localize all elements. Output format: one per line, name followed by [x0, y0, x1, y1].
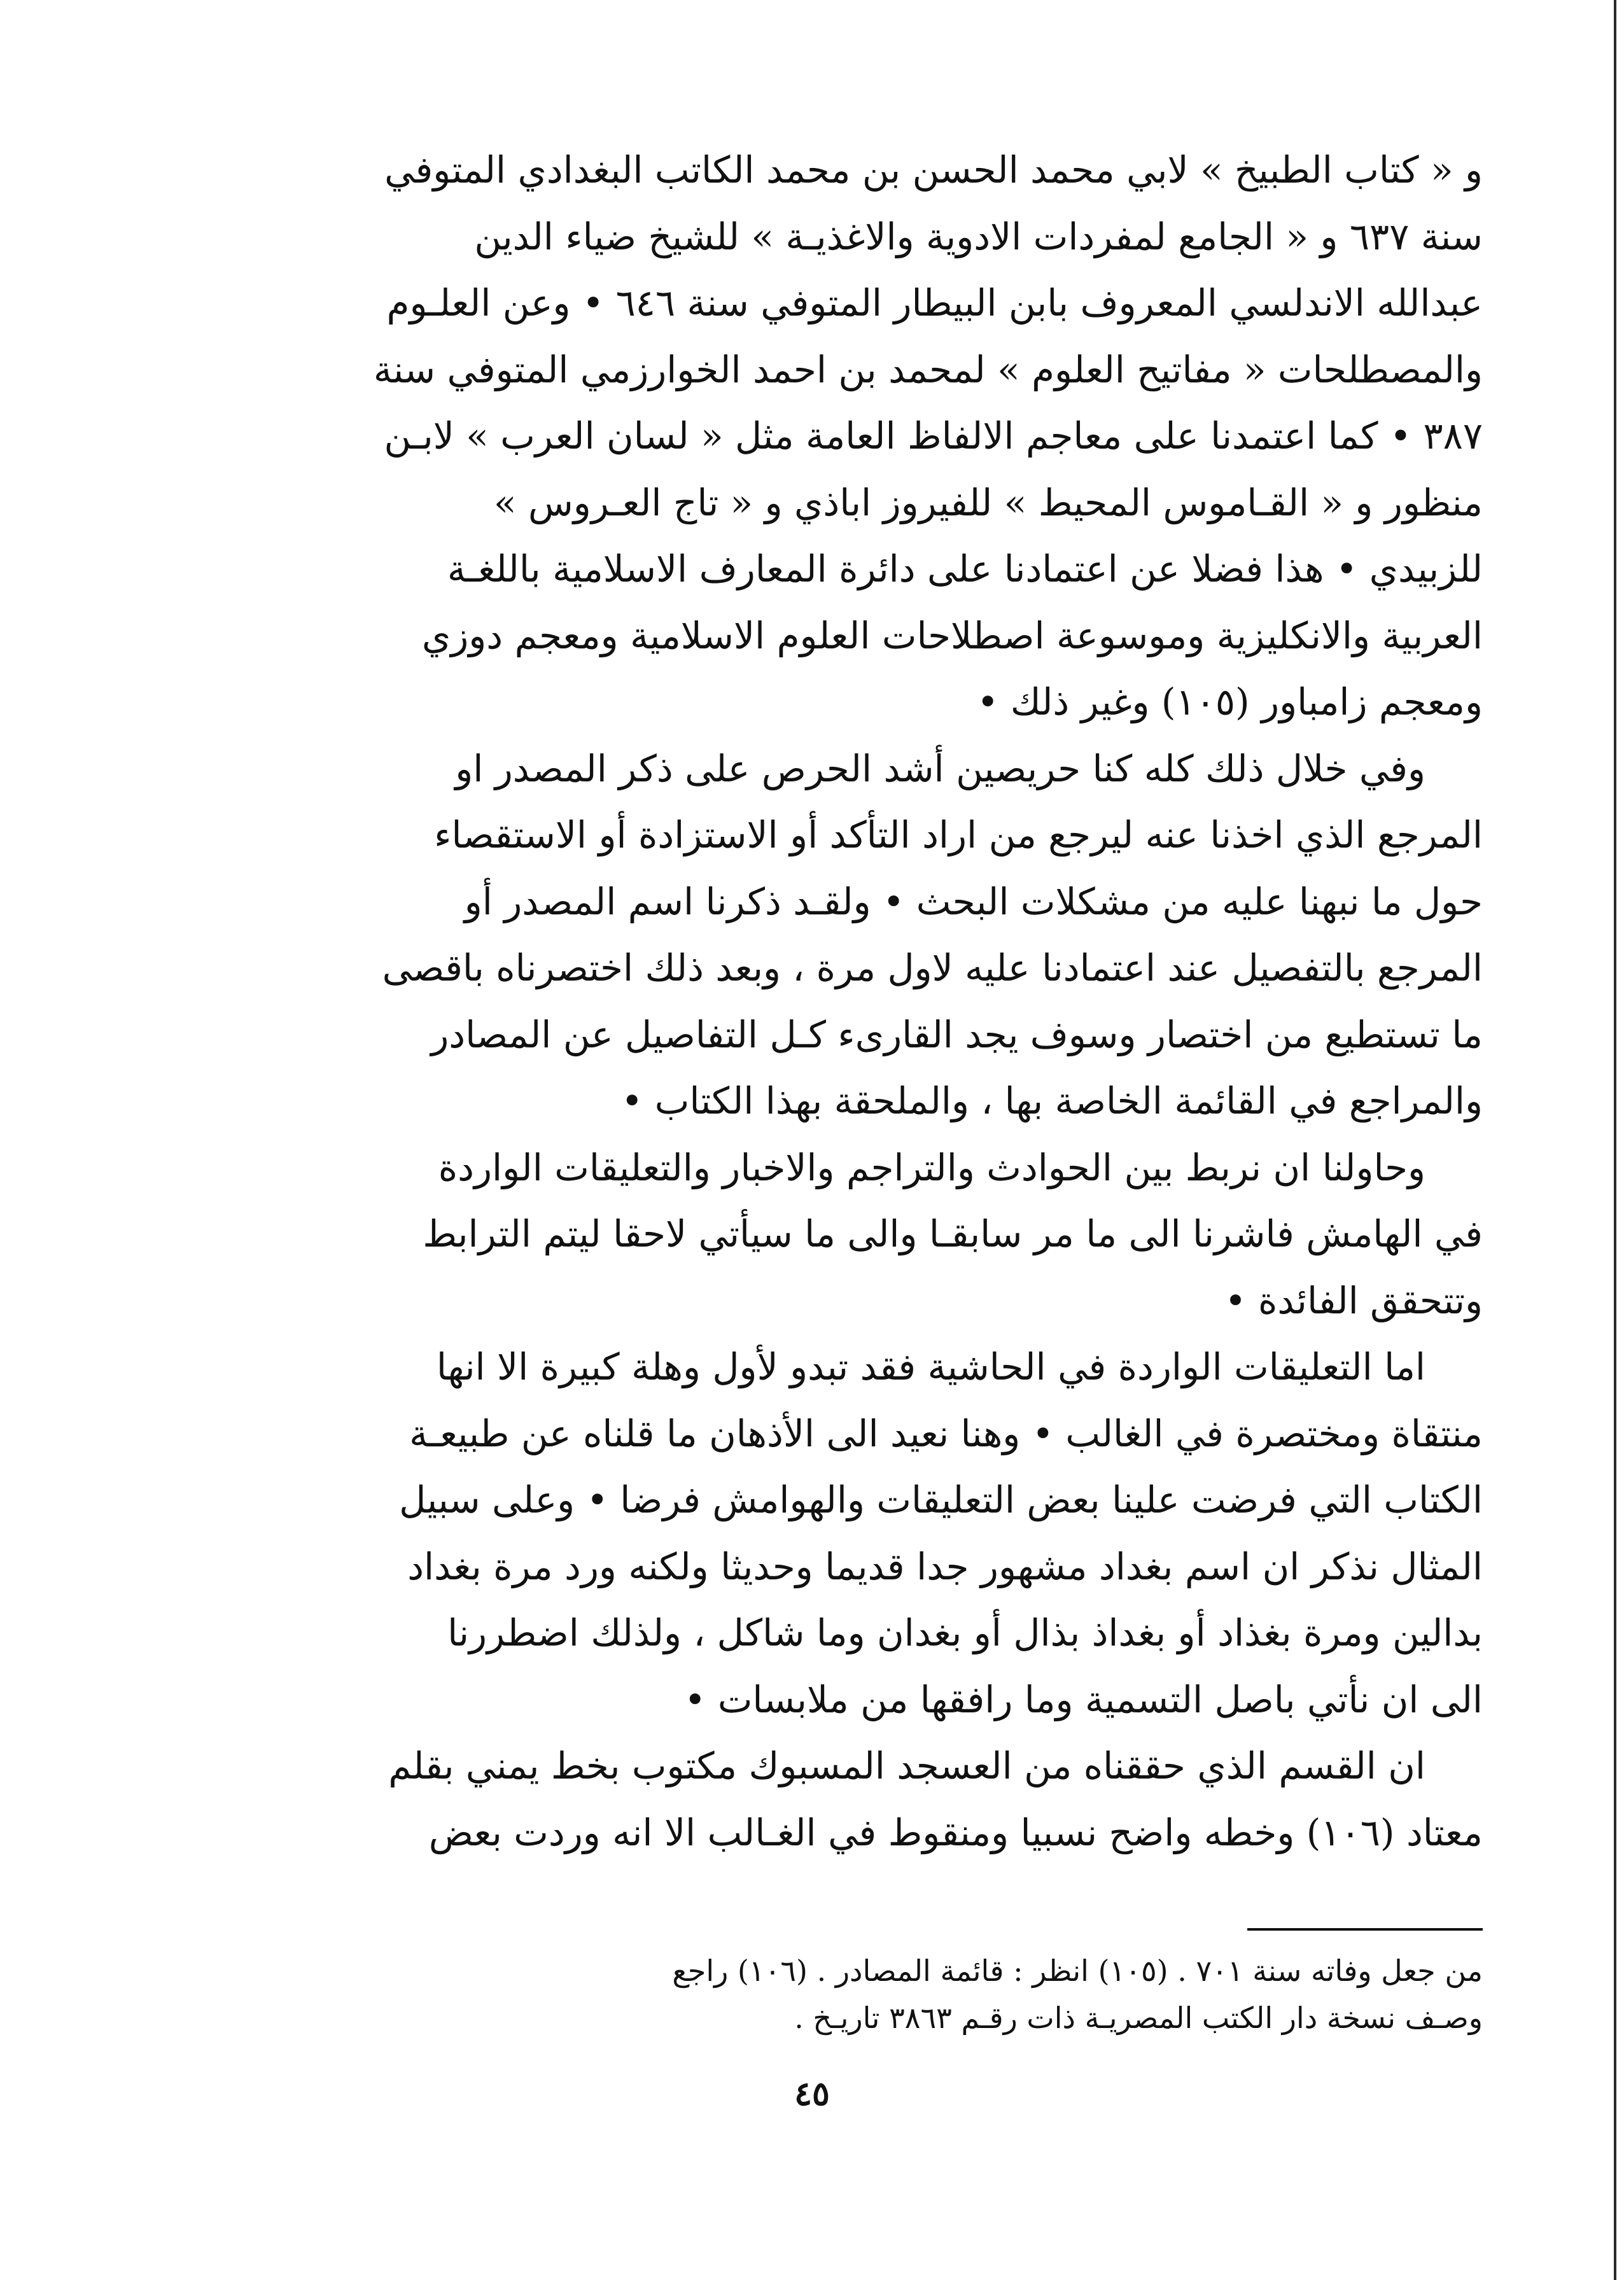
- text-line: منتقاة ومختصرة في الغالب • وهنا نعيد الى الأذهان ما قلناه عن طبيعـة: [409, 1411, 1483, 1455]
- footnote-line: وصـف نسخة دار الكتب المصريـة ذات رقـم ٣٨٦٣ تاريـخ .: [794, 2001, 1483, 2035]
- text-line: في الهامش فاشرنا الى ما مر سابقـا والى ما سيأتي لاحقا ليتم الترابط: [423, 1212, 1483, 1255]
- text-line: الكتاب التي فرضت علينا بعض التعليقات والهوامش فرضا • وعلى سبيل: [399, 1478, 1483, 1521]
- text-line: حول ما نبهنا عليه من مشكلات البحث • ولقـد ذكرنا اسم المصدر أو: [464, 879, 1483, 923]
- text-line: ٣٨٧ • كما اعتمدنا على معاجم الالفاظ العامة مثل « لسان العرب » لابـن: [384, 414, 1483, 458]
- paragraph-start-line: وحاولنا ان نربط بين الحوادث والتراجم والاخبار والتعليقات الواردة: [438, 1145, 1425, 1189]
- footnotes: [318, 1947, 1483, 2041]
- text-line: منظور و « القـاموس المحيط » للفيروز اباذي و « تاج العـروس »: [494, 480, 1483, 524]
- text-line: والمراجع في القائمة الخاصة بها ، والملحقة بهذا الكتاب •: [621, 1079, 1483, 1123]
- text-line: سنة ٦٣٧ و « الجامع لمفردات الادوية والاغذيـة » للشيخ ضياء الدين: [474, 214, 1483, 258]
- footnote-line: من جعل وفاته سنة ٧٠١ . (١٠٥) انظر : قائمة المصادر . (١٠٦) راجع: [672, 1954, 1483, 1988]
- body-text: [318, 137, 1483, 1866]
- paragraph-start-line: وفي خلال ذلك كله كنا حريصين أشد الحرص على ذكر المصدر او: [455, 746, 1425, 790]
- text-line: ومعجم زامباور (١٠٥) وغير ذلك •: [977, 680, 1483, 724]
- text-line: العربية والانكليزية وموسوعة اصطلاحات العلوم الاسلامية ومعجم دوزي: [421, 613, 1483, 657]
- paragraph-start-line: ان القسم الذي حققناه من العسجد المسبوك مكتوب بخط يمني بقلم: [388, 1744, 1425, 1787]
- text-line: وتتحقق الفائدة •: [1224, 1278, 1483, 1322]
- text-line: المثال نذكر ان اسم بغداد مشهور جدا قديما وحديثا ولكنه ورد مرة بغداد: [407, 1544, 1483, 1588]
- text-line: معتاد (١٠٦) وخطه واضح نسبيا ومنقوط في الغـالب الا انه وردت بعض: [428, 1810, 1483, 1854]
- page-number: ٤٥: [794, 2074, 830, 2113]
- footnote-separator: [1247, 1928, 1483, 1931]
- paragraph-start-line: اما التعليقات الواردة في الحاشية فقد تبدو لأول وهلة كبيرة الا انها: [436, 1345, 1425, 1388]
- text-line: و « كتاب الطبيخ » لابي محمد الحسن بن محمد الكاتب البغدادي المتوفي: [384, 148, 1483, 192]
- text-line: للزبيدي • هذا فضلا عن اعتمادنا على دائرة المعارف الاسلامية باللغـة: [447, 547, 1483, 591]
- text-line: الى ان نأتي باصل التسمية وما رافقها من ملابسات •: [684, 1677, 1483, 1721]
- text-line: ما تستطيع من اختصار وسوف يجد القارىء كـل التفاصيل عن المصادر: [431, 1012, 1483, 1056]
- page-edge-line: [1614, 0, 1616, 2280]
- text-line: عبدالله الاندلسي المعروف بابن البيطار المتوفي سنة ٦٤٦ • وعن العلـوم: [386, 281, 1483, 325]
- text-line: بدالين ومرة بغذاد أو بغداذ بذال أو بغدان وما شاكل ، ولذلك اضطررنا: [447, 1611, 1483, 1654]
- text-line: والمصطلحات « مفاتيح العلوم » لمحمد بن احمد الخوارزمي المتوفي سنة: [373, 347, 1483, 391]
- text-line: المرجع بالتفصيل عند اعتمادنا عليه لاول مرة ، وبعد ذلك اختصرناه باقصى: [382, 946, 1483, 990]
- text-line: المرجع الذي اخذنا عنه ليرجع من اراد التأكد أو الاستزادة أو الاستقصاء: [434, 813, 1483, 857]
